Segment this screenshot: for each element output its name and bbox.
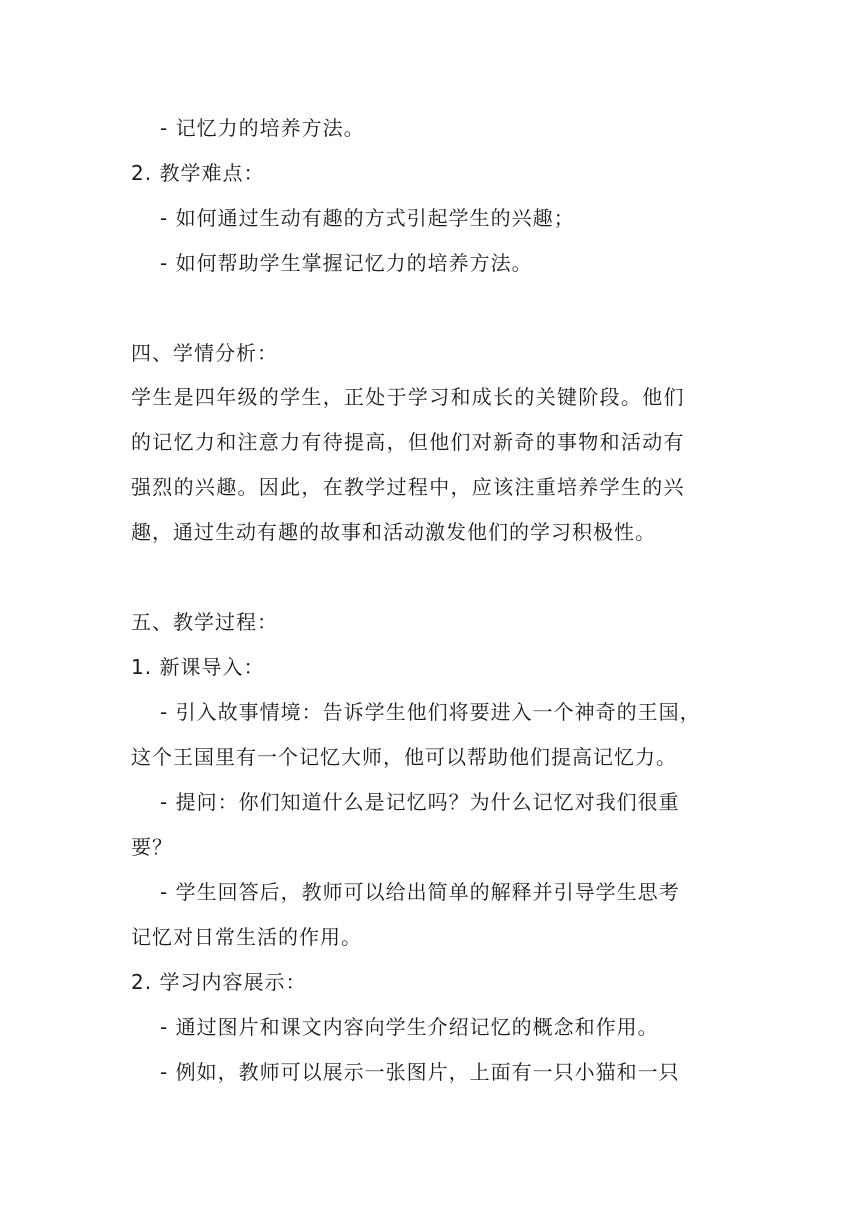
bullet-memory-training-method: - 记忆力的培养方法。 — [160, 116, 365, 140]
paragraph-line: 的记忆力和注意力有待提高，但他们对新奇的事物和活动有 — [131, 430, 685, 454]
section-heading-learner-analysis: 四、学情分析： — [131, 341, 278, 365]
paragraph-line: 这个王国里有一个记忆大师，他可以帮助他们提高记忆力。 — [131, 745, 677, 769]
paragraph-line: 强烈的兴趣。因此，在教学过程中，应该注重培养学生的兴 — [131, 475, 685, 499]
heading-new-lesson-intro: 1. 新课导入： — [131, 655, 265, 679]
paragraph-line: 趣，通过生动有趣的故事和活动激发他们的学习积极性。 — [131, 520, 656, 544]
bullet-difficulty-method: - 如何帮助学生掌握记忆力的培养方法。 — [160, 251, 533, 275]
bullet-difficulty-interest: - 如何通过生动有趣的方式引起学生的兴趣； — [160, 206, 575, 230]
heading-content-display: 2. 学习内容展示： — [131, 970, 307, 994]
paragraph-line: 学生是四年级的学生，正处于学习和成长的关键阶段。他们 — [131, 385, 685, 409]
paragraph-line: 要？ — [131, 835, 173, 859]
section-heading-teaching-process: 五、教学过程： — [131, 610, 278, 634]
bullet-student-answer: - 学生回答后，教师可以给出简单的解释并引导学生思考 — [160, 880, 680, 904]
heading-teaching-difficulties: 2. 教学难点： — [131, 161, 265, 185]
paragraph-line: 记忆对日常生活的作用。 — [131, 925, 362, 949]
bullet-story-scenario: - 引入故事情境：告诉学生他们将要进入一个神奇的王国， — [160, 700, 701, 724]
bullet-introduce-memory: - 通过图片和课文内容向学生介绍记忆的概念和作用。 — [160, 1015, 659, 1039]
bullet-example-picture: - 例如，教师可以展示一张图片，上面有一只小猫和一只 — [160, 1060, 680, 1084]
bullet-question: - 提问：你们知道什么是记忆吗？为什么记忆对我们很重 — [160, 790, 680, 814]
